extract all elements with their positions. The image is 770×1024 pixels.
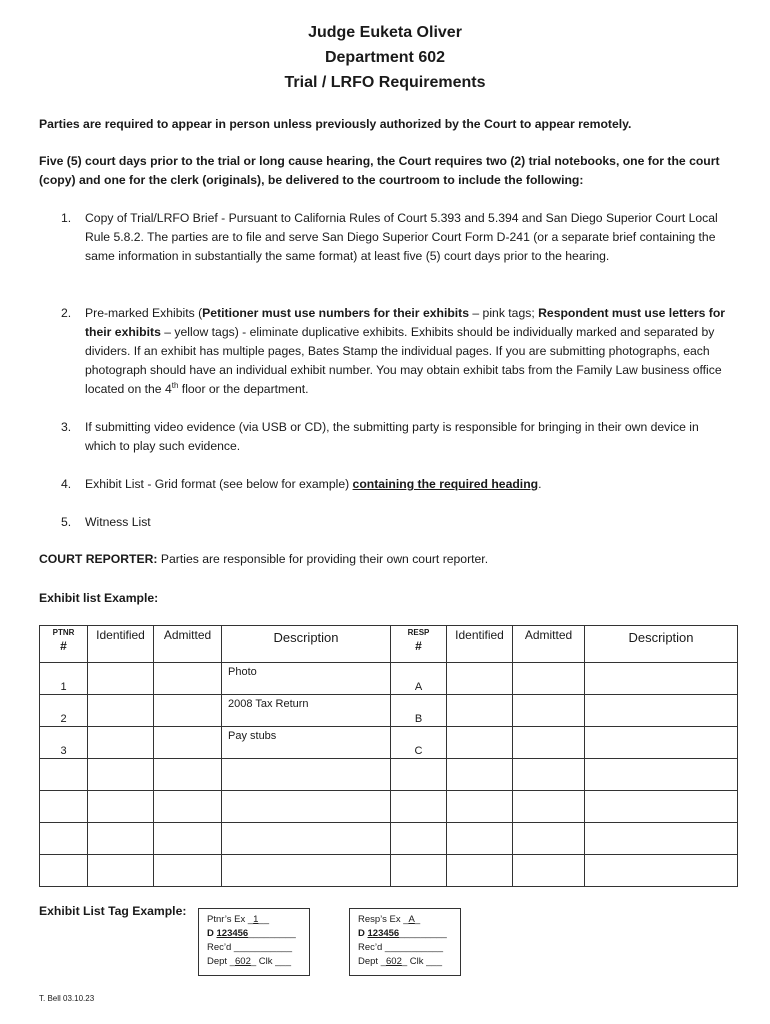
description-header: Description	[222, 626, 391, 663]
identified-header: Identified	[447, 626, 513, 663]
identified-header: Identified	[88, 626, 154, 663]
ptnr-header: PTNR #	[40, 626, 88, 663]
table-row	[40, 791, 738, 823]
table-row: 2 2008 Tax Return B	[40, 695, 738, 727]
exhibit-list-heading: Exhibit list Example:	[39, 591, 159, 605]
respondent-tag-example: Resp’s Ex _A_ D 123456_________ Rec’d ___________ Dept _602_ Clk ___	[349, 908, 461, 976]
resp-header: RESP #	[391, 626, 447, 663]
table-row	[40, 823, 738, 855]
table-row: 1 Photo A	[40, 663, 738, 695]
admitted-header: Admitted	[513, 626, 585, 663]
exhibit-list-table	[39, 625, 738, 887]
footer-initials-date: T. Bell 03.10.23	[39, 994, 95, 1003]
tag-example-heading: Exhibit List Tag Example:	[39, 904, 187, 918]
table-row	[40, 855, 738, 887]
required-heading-link-text: containing the required heading	[352, 477, 539, 491]
admitted-header: Admitted	[154, 626, 222, 663]
judge-name: Judge Euketa Oliver	[308, 24, 462, 41]
intro-paragraph: Parties are required to appear in person unless previously authorized by the Court to appear remotely.	[39, 117, 632, 131]
page-title: Trial / LRFO Requirements	[284, 74, 486, 91]
table-row: 3 Pay stubs C	[40, 727, 738, 759]
court-reporter-paragraph: COURT REPORTER: Parties are responsible for providing their own court reporter.	[39, 552, 489, 566]
table-header-row	[40, 626, 738, 663]
document-page: Judge Euketa Oliver Department 602 Trial / LRFO Requirements Parties are required to appear in person unless previously authorized by the Court to appear remotely. Five (5) court days prior to the trial or long cause hearing, the Court requires two (2) trial notebooks, one for the court (copy) and one for the clerk (originals), be delivered to the courtroom to include the following: 1. Copy of Trial/LRFO Brief - Pursuant to California Rules of Court 5.393 and 5.394 and San Diego Superior Court Local Rule 5.8.2. The parties are to file and serve San Diego Superior Court Form D-241 (or a separate brief containing the same information in substantially the same format) at least five (5) court days prior to the hearing. 2. Pre-marked Exhibits (Petitioner must use numbers for their exhibits – pink tags; Respondent must use letters for their exhibits – yellow tags) - eliminate duplicative exhibits. Exhibits should be individually marked and separated by dividers. If an exhibit has multiple pages, Bates Stamp the individual pages. If you are submitting photographs, each photograph should have an individual exhibit number. You may obtain exhibit tabs from the Family Law business office located on the 4th floor or the department. 3. If submitting video evidence (via USB or CD), the submitting party is responsible for bringing in their own device in which to play such evidence. 4. Exhibit List - Grid format (see below for example) containing the required heading. 5. Witness List COURT REPORTER: Parties are responsible for providing their own court reporter. Exhibit list Example: PTNR # Identified Admitted Description RESP # Identified Admitted Description 1 Photo A 2 2008 Tax Return B 3 Pay stubs C Exhibit List Tag Example: Ptnr’s Ex _1__ D 123456_________ Rec’d ___________ Dept _602_ Clk ___ Resp’s Ex _A_ D 123456_________ Rec’d ___________ Dept _602_ Clk ___ T. Bell 03.10.23	[0, 0, 770, 1024]
department-title: Department 602	[324, 49, 446, 66]
description-header: Description	[585, 626, 738, 663]
table-row	[40, 759, 738, 791]
petitioner-tag-example: Ptnr’s Ex _1__ D 123456_________ Rec’d ___________ Dept _602_ Clk ___	[198, 908, 310, 976]
notebooks-paragraph: Five (5) court days prior to the trial or long cause hearing, the Court requires two (2) trial notebooks, one for the court (copy) and one for the clerk (originals), be delivered to the courtroom to include the following:	[39, 154, 720, 187]
